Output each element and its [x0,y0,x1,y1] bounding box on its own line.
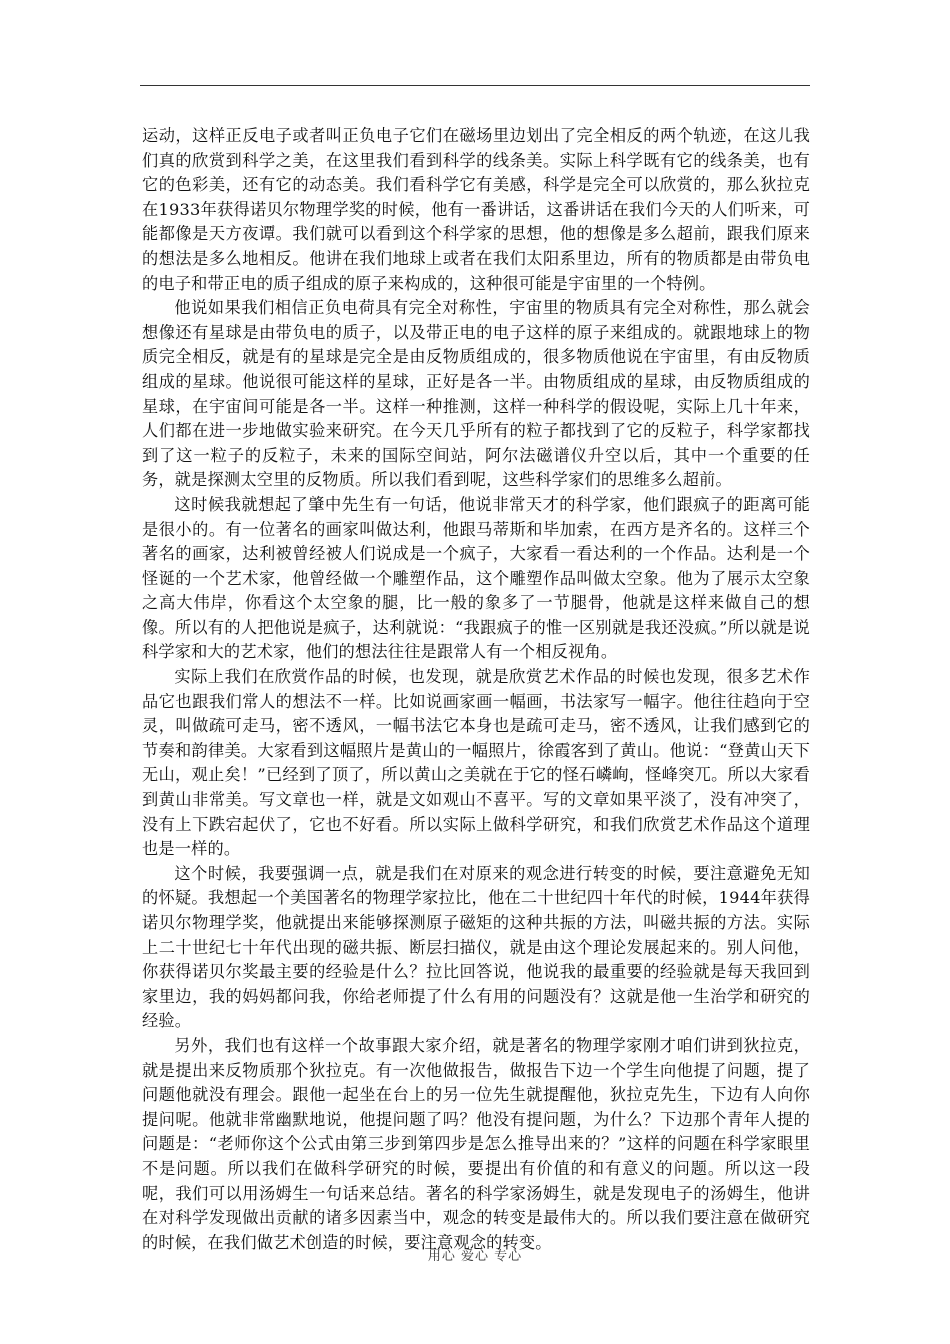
page-footer: 用心 爱心 专心 [427,1249,523,1264]
paragraph-2: 他说如果我们相信正负电荷具有完全对称性，宇宙里的物质具有完全对称性，那么就会想像还有星球是由带负电的质子，以及带正电的电子这样的原子来组成的。就跟地球上的物质完全相反，就是有的星球是完全是由反物质组成的，很多物质他说在宇宙里，有由反物质组成的星球。他说很可能这样的星球，正好是各一半。由物质组成的星球，由反物质组成的星球，在宇宙间可能是各一半。这样一种推测，这样一种科学的假设呢，实际上几十年来，人们都在进一步地做实验来研究。在今天几乎所有的粒子都找到了它的反粒子，科学家都找到了这一粒子的反粒子，未来的国际空间站，阿尔法磁谱仪升空以后，其中一个重要的任务，就是探测太空里的反物质。所以我们看到呢，这些科学家们的思维多么超前。 [142,298,810,490]
paragraph-6: 另外，我们也有这样一个故事跟大家介绍，就是著名的物理学家刚才咱们讲到狄拉克，就是提出来反物质那个狄拉克。有一次他做报告，做报告下边一个学生向他提了问题，提了问题他就没有理会。跟他一起坐在台上的另一位先生就提醒他，狄拉克先生，下边有人向你提问呢。他就非常幽默地说，他提问题了吗？他没有提问题，为什么？下边那个青年人提的问题是：“老师你这个公式由第三步到第四步是怎么推导出来的？”这样的问题在科学家眼里不是问题。所以我们在做科学研究的时候，要提出有价值的和有意义的问题。所以这一段呢，我们可以用汤姆生一句话来总结。著名的科学家汤姆生，就是发现电子的汤姆生，他讲在对科学发现做出贡献的诸多因素当中，观念的转变是最伟大的。所以我们要注意在做研究的时候，在我们做艺术创造的时候，要注意观念的转变。 [142,1035,810,1252]
article-body [142,124,810,1255]
paragraph-4: 实际上我们在欣赏作品的时候，也发现，就是欣赏艺术作品的时候也发现，很多艺术作品它也跟我们常人的想法不一样。比如说画家画一幅画，书法家写一幅字。他往往趋向于空灵，叫做疏可走马，密不透风，一幅书法它本身也是疏可走马，密不透风，让我们感到它的节奏和韵律美。大家看到这幅照片是黄山的一幅照片，徐霞客到了黄山。他说：“登黄山天下无山，观止矣！”已经到了顶了，所以黄山之美就在于它的怪石嶙峋，怪峰突兀。所以大家看到黄山非常美。写文章也一样，就是文如观山不喜平。写的文章如果平淡了，没有冲突了，没有上下跌宕起伏了，它也不好看。所以实际上做科学研究，和我们欣赏艺术作品这个道理也是一样的。 [142,667,810,859]
header-rule [140,85,810,86]
paragraph-3: 这时候我就想起了肇中先生有一句话，他说非常天才的科学家，他们跟疯子的距离可能是很小的。有一位著名的画家叫做达利，他跟马蒂斯和毕加索，在西方是齐名的。这样三个著名的画家，达利被曾经被人们说成是一个疯子，大家看一看达利的一个作品。达利是一个怪诞的一个艺术家，他曾经做一个雕塑作品，这个雕塑作品叫做太空象。他为了展示太空象之高大伟岸，你看这个太空象的腿，比一般的象多了一节腿骨，他就是这样来做自己的想像。所以有的人把他说是疯子，达利就说：“我跟疯子的惟一区别就是我还没疯。”所以就是说科学家和大的艺术家，他们的想法往往是跟常人有一个相反视角。 [142,494,810,662]
paragraph-5: 这个时候，我要强调一点，就是我们在对原来的观念进行转变的时候，要注意避免无知的怀疑。我想起一个美国著名的物理学家拉比，他在二十世纪四十年代的时候，1944年获得诺贝尔物理学奖，他就提出来能够探测原子磁矩的这种共振的方法，叫磁共振的方法。实际上二十世纪七十年代出现的磁共振、断层扫描仪，就是由这个理论发展起来的。别人问他，你获得诺贝尔奖最主要的经验是什么？拉比回答说，他说我的最重要的经验就是每天我回到家里边，我的妈妈都问我，你给老师提了什么有用的问题没有？这就是他一生治学和研究的经验。 [142,863,810,1031]
paragraph-1: 运动，这样正反电子或者叫正负电子它们在磁场里边划出了完全相反的两个轨迹，在这儿我们真的欣赏到科学之美，在这里我们看到科学的线条美。实际上科学既有它的线条美，也有它的色彩美，还有它的动态美。我们看科学它有美感，科学是完全可以欣赏的，那么狄拉克在1933年获得诺贝尔物理学奖的时候，他有一番讲话，这番讲话在我们今天的人们听来，可能都像是天方夜谭。我们就可以看到这个科学家的思想，他的想像是多么超前，跟我们原来的想法是多么地相反。他讲在我们地球上或者在我们太阳系里边，所有的物质都是由带负电的电子和带正电的质子组成的原子来构成的，这种很可能是宇宙里的一个特例。 [142,126,810,293]
